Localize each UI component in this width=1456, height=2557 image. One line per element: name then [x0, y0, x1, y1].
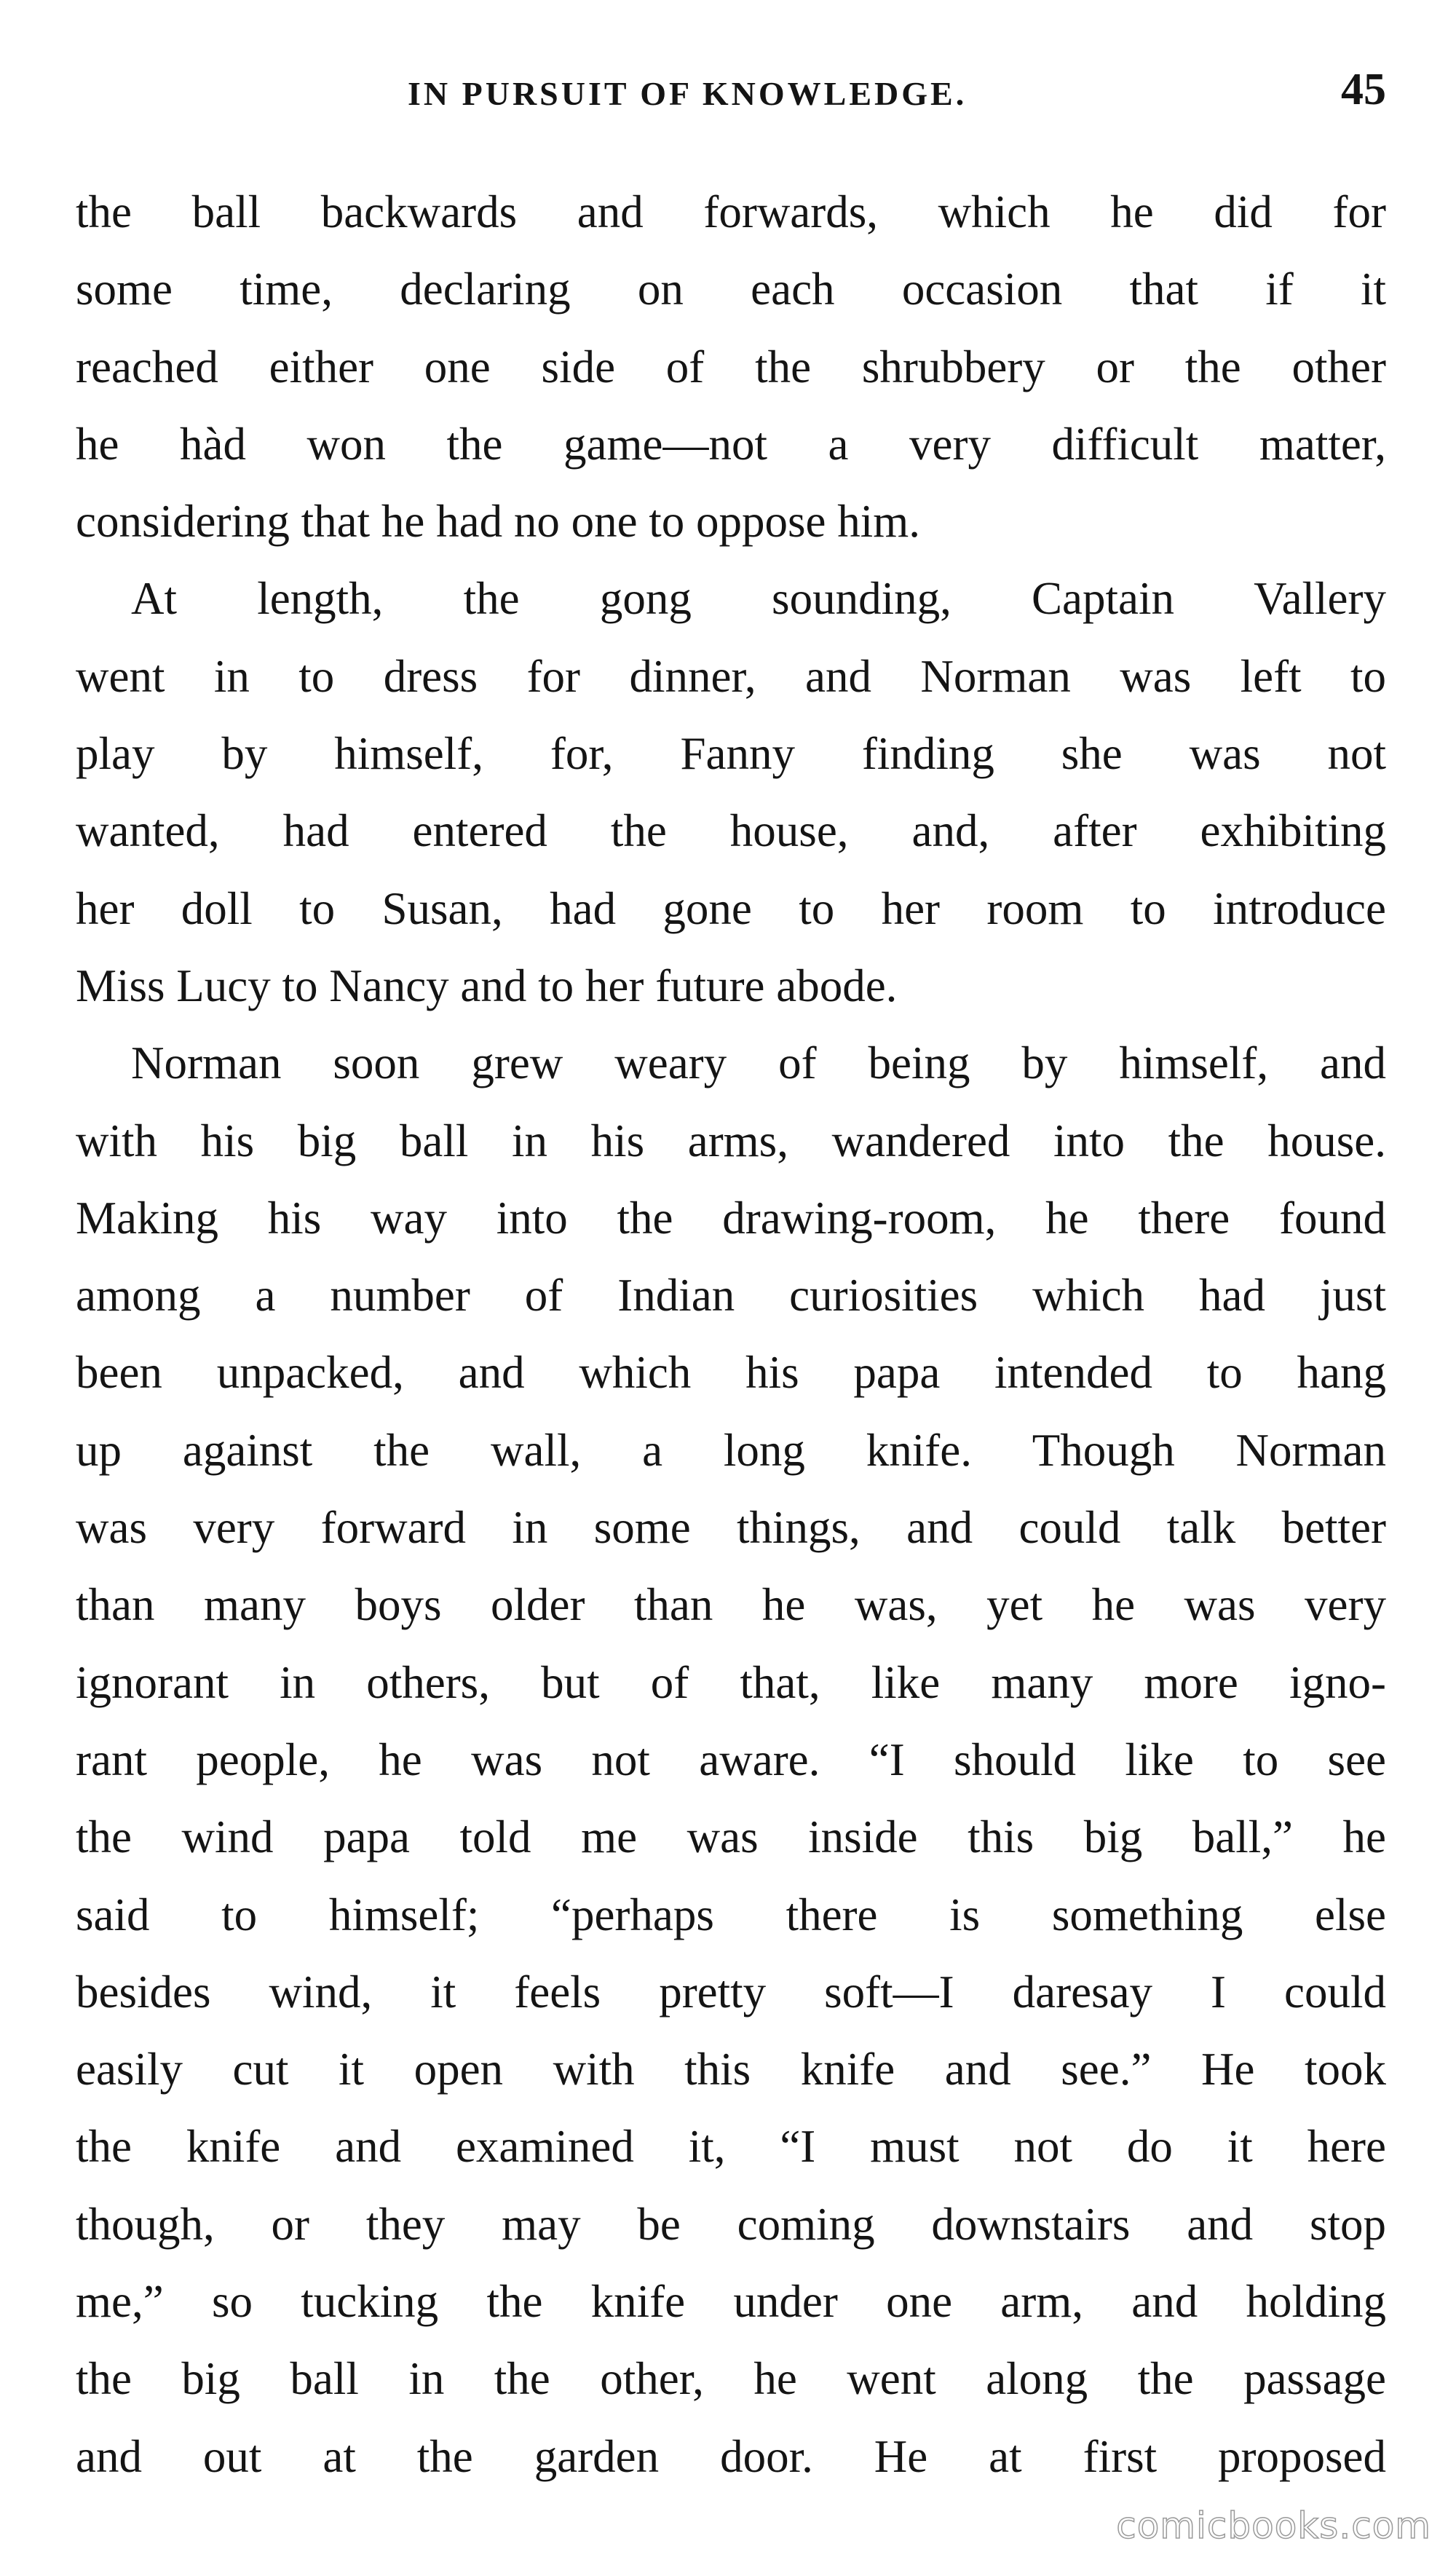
text-line: rant people, he was not aware. “I should like to see — [76, 1734, 1386, 1785]
text-line: and out at the garden door. He at first proposed — [76, 2430, 1386, 2482]
text-line: play by himself, for, Fanny finding she was not — [76, 728, 1386, 780]
text-line: the big ball in the other, he went along the passage — [76, 2353, 1386, 2405]
text-line: considering that he had no one to oppose him. — [76, 496, 921, 548]
text-line: been unpacked, and which his papa intended to hang — [76, 1347, 1386, 1399]
text-line: up against the wall, a long knife. Though Norman — [76, 1424, 1386, 1476]
text-line: went in to dress for dinner, and Norman was left to — [76, 650, 1386, 702]
text-line: easily cut it open with this knife and see.” He took — [76, 2044, 1386, 2095]
text-line: some time, declaring on each occasion that if it — [76, 264, 1386, 315]
watermark: comicbooks.com — [1116, 2505, 1431, 2547]
text-line: wanted, had entered the house, and, after exhibiting — [76, 805, 1386, 857]
text-line: reached either one side of the shrubbery or the other — [76, 341, 1386, 392]
text-line: said to himself; “perhaps there is something else — [76, 1889, 1386, 1940]
text-line: he hàd won the game—not a very difficult matter, — [76, 418, 1386, 470]
text-line: me,” so tucking the knife under one arm, and holding — [76, 2276, 1386, 2328]
text-line: with his big ball in his arms, wandered into the house. — [76, 1115, 1386, 1166]
text-line: the knife and examined it, “I must not do it here — [76, 2121, 1386, 2173]
running-title: IN PURSUIT OF KNOWLEDGE. — [408, 75, 968, 112]
text-line: ignorant in others, but of that, like many more igno- — [76, 1656, 1386, 1708]
text-line: though, or they may be coming downstairs and stop — [76, 2198, 1386, 2250]
text-line: besides wind, it feels pretty soft—I daresay I could — [76, 1966, 1386, 2017]
text-line: was very forward in some things, and could talk better — [76, 1502, 1386, 1554]
text-line: her doll to Susan, had gone to her room to introduce — [76, 882, 1386, 934]
text-line: than many boys older than he was, yet he was very — [76, 1579, 1386, 1631]
text-line: among a number of Indian curiosities which had just — [76, 1270, 1386, 1321]
text-line: At length, the gong sounding, Captain Vallery — [131, 573, 1386, 625]
text-line: Norman soon grew weary of being by himself, and — [131, 1038, 1386, 1089]
text-line: the ball backwards and forwards, which he did for — [76, 186, 1386, 237]
page-number: 45 — [1341, 65, 1386, 114]
body-text — [76, 173, 1386, 2495]
text-line: Miss Lucy to Nancy and to her future abode. — [76, 960, 898, 1011]
text-line: the wind papa told me was inside this big ball,” he — [76, 1811, 1386, 1863]
running-head — [0, 64, 1456, 130]
text-line: Making his way into the drawing-room, he there found — [76, 1192, 1386, 1244]
